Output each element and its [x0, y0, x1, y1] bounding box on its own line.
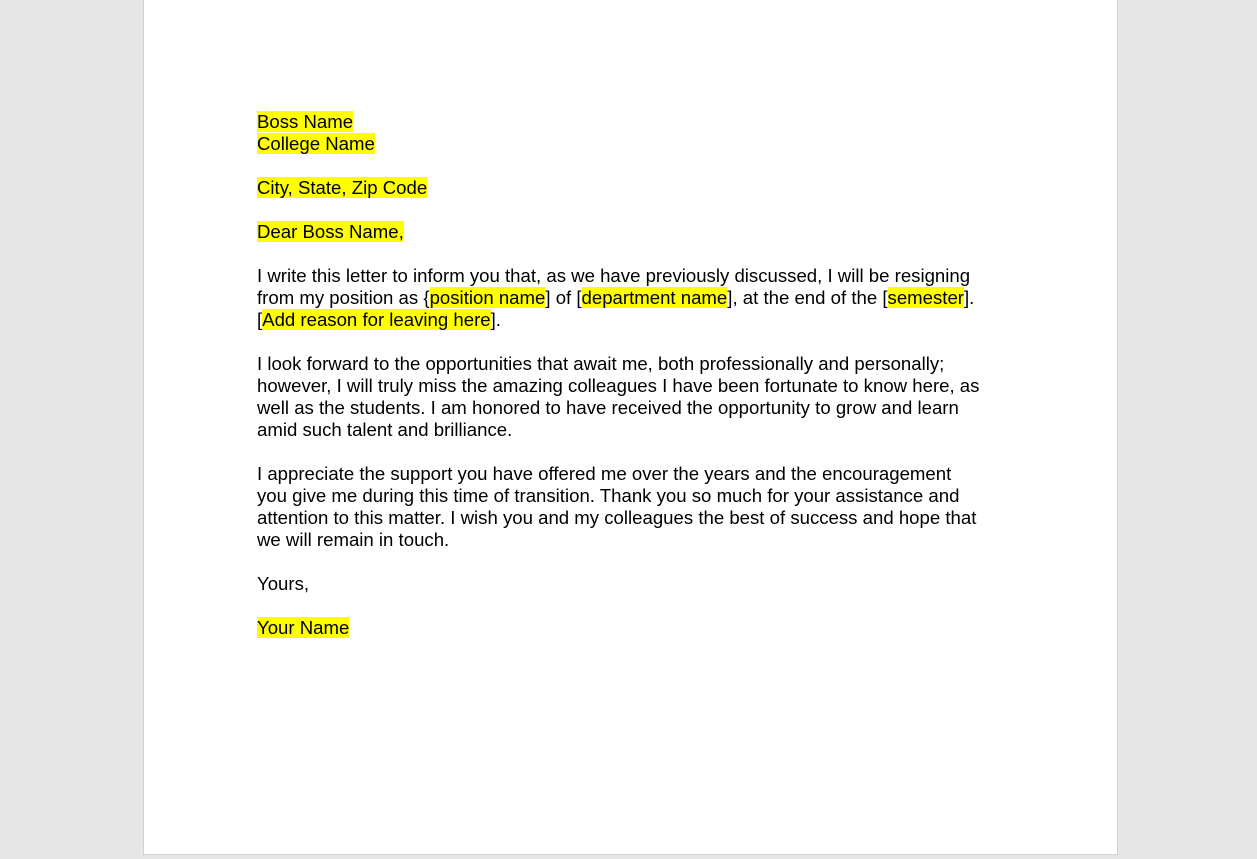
p1-line2-prefix: from my position as { — [257, 287, 430, 308]
semester-placeholder: semester — [887, 287, 964, 308]
boss-name: Boss Name — [257, 111, 354, 132]
paragraph-1-line-3 — [257, 309, 1017, 331]
reason-placeholder: Add reason for leaving here — [262, 309, 491, 330]
paragraph-2-line-4: amid such talent and brilliance. — [257, 419, 513, 440]
paragraph-2-line-1: I look forward to the opportunities that await me, both professionally and personally; — [257, 353, 945, 374]
salutation: Dear Boss Name, — [257, 221, 404, 242]
letter-body[interactable] — [257, 111, 1017, 639]
paragraph-1 — [257, 265, 1017, 331]
blank-line — [257, 199, 1017, 221]
signature: Your Name — [257, 617, 350, 638]
city-state-zip-line — [257, 177, 1017, 199]
department-name-placeholder: department name — [581, 287, 728, 308]
p1-line2-suffix: ]. — [963, 287, 975, 308]
blank-line — [257, 551, 1017, 573]
paragraph-3-line-4: we will remain in touch. — [257, 529, 450, 550]
blank-line — [257, 243, 1017, 265]
document-page[interactable] — [143, 0, 1118, 855]
city-state-zip: City, State, Zip Code — [257, 177, 428, 198]
p1-line3-prefix: [ — [257, 309, 263, 330]
p1-line2-mid2: ], at the end of the [ — [727, 287, 888, 308]
boss-name-line — [257, 111, 1017, 133]
salutation-line — [257, 221, 1017, 243]
paragraph-3-line-3: attention to this matter. I wish you and my colleagues the best of success and hope that — [257, 507, 977, 528]
position-name-placeholder: position name — [429, 287, 546, 308]
college-name: College Name — [257, 133, 375, 154]
paragraph-3 — [257, 463, 1017, 551]
paragraph-2-line-2: however, I will truly miss the amazing colleagues I have been fortunate to know here, as — [257, 375, 980, 396]
paragraph-3-line-1: I appreciate the support you have offered me over the years and the encouragement — [257, 463, 952, 484]
paragraph-2 — [257, 353, 1017, 441]
signature-line — [257, 617, 1017, 639]
p1-line3-suffix: ]. — [490, 309, 501, 330]
closing: Yours, — [257, 573, 310, 594]
blank-line — [257, 441, 1017, 463]
paragraph-2-line-3: well as the students. I am honored to have received the opportunity to grow and learn — [257, 397, 959, 418]
paragraph-3-line-2: you give me during this time of transition. Thank you so much for your assistance and — [257, 485, 960, 506]
blank-line — [257, 155, 1017, 177]
paragraph-1-line-1: I write this letter to inform you that, as we have previously discussed, I will be resigning — [257, 265, 971, 286]
paragraph-1-line-2 — [257, 287, 1017, 309]
p1-line2-mid1: ] of [ — [545, 287, 582, 308]
blank-line — [257, 331, 1017, 353]
college-name-line — [257, 133, 1017, 155]
blank-line — [257, 595, 1017, 617]
